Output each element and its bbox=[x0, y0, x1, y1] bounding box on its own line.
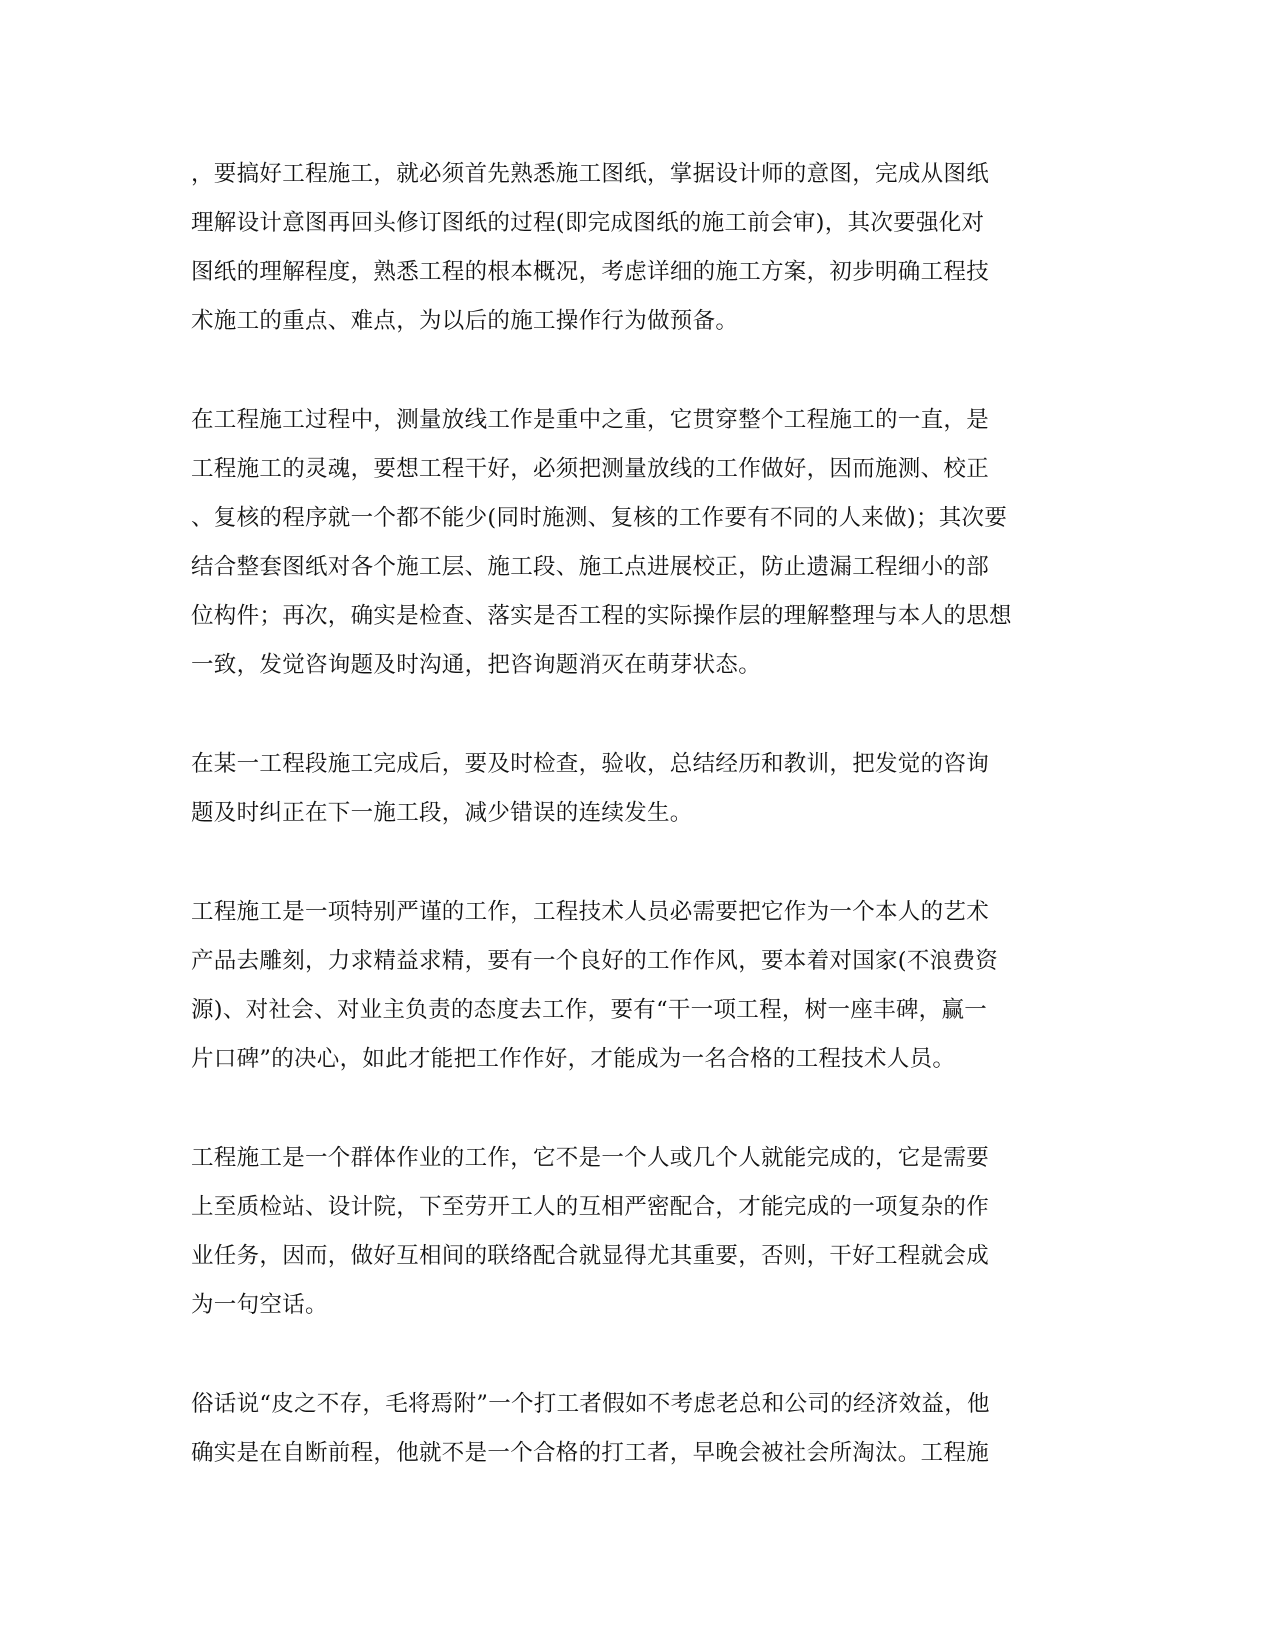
document-body bbox=[191, 150, 1071, 1528]
text-line: 工程施工是一项特别严谨的工作，工程技术人员必需要把它作为一个本人的艺术 bbox=[191, 899, 990, 925]
paragraph-surveying bbox=[191, 396, 1071, 690]
text-line: 结合整套图纸对各个施工层、施工段、施工点进展校正，防止遗漏工程细小的部 bbox=[191, 554, 990, 580]
text-line: 源)、对社会、对业主负责的态度去工作，要有“干一项工程，树一座丰碑，赢一 bbox=[191, 997, 988, 1023]
text-line: 产品去雕刻，力求精益求精，要有一个良好的工作作风，要本着对国家(不浪费资 bbox=[191, 948, 999, 974]
text-line: 片口碑”的决心，如此才能把工作作好，才能成为一名合格的工程技术人员。 bbox=[191, 1046, 956, 1072]
text-line: ，要搞好工程施工，就必须首先熟悉施工图纸，掌据设计师的意图，完成从图纸 bbox=[191, 161, 990, 187]
text-line: 、复核的程序就一个都不能少(同时施测、复核的工作要有不同的人来做)；其次要 bbox=[191, 505, 1008, 531]
text-line: 在某一工程段施工完成后，要及时检查，验收，总结经历和教训，把发觉的咨询 bbox=[191, 751, 990, 777]
text-line: 图纸的理解程度，熟悉工程的根本概况，考虑详细的施工方案，初步明确工程技 bbox=[191, 259, 990, 285]
text-line: 题及时纠正在下一施工段，减少错误的连续发生。 bbox=[191, 800, 693, 826]
text-line: 俗话说“皮之不存，毛将焉附”一个打工者假如不考虑老总和公司的经济效益，他 bbox=[191, 1391, 990, 1417]
text-line: 上至质检站、设计院，下至劳开工人的互相严密配合，才能完成的一项复杂的作 bbox=[191, 1194, 990, 1220]
text-line: 在工程施工过程中，测量放线工作是重中之重，它贯穿整个工程施工的一直，是 bbox=[191, 407, 990, 433]
text-line: 理解设计意图再回头修订图纸的过程(即完成图纸的施工前会审)，其次要强化对 bbox=[191, 210, 985, 236]
paragraph-drawing-review bbox=[191, 150, 1071, 346]
text-line: 一致，发觉咨询题及时沟通，把咨询题消灭在萌芽状态。 bbox=[191, 652, 762, 678]
paragraph-inspection bbox=[191, 740, 1071, 838]
paragraph-proverb bbox=[191, 1380, 1071, 1478]
paragraph-rigor bbox=[191, 888, 1071, 1084]
text-line: 术施工的重点、难点，为以后的施工操作行为做预备。 bbox=[191, 308, 739, 334]
text-line: 工程施工的灵魂，要想工程干好，必须把测量放线的工作做好，因而施测、校正 bbox=[191, 456, 990, 482]
text-line: 位构件；再次，确实是检查、落实是否工程的实际操作层的理解整理与本人的思想 bbox=[191, 603, 1012, 629]
text-line: 业任务，因而，做好互相间的联络配合就显得尤其重要，否则，干好工程就会成 bbox=[191, 1243, 990, 1269]
paragraph-teamwork bbox=[191, 1134, 1071, 1330]
text-line: 工程施工是一个群体作业的工作，它不是一个人或几个人就能完成的，它是需要 bbox=[191, 1145, 990, 1171]
text-line: 为一句空话。 bbox=[191, 1292, 328, 1318]
text-line: 确实是在自断前程，他就不是一个合格的打工者，早晚会被社会所淘汰。工程施 bbox=[191, 1440, 990, 1466]
